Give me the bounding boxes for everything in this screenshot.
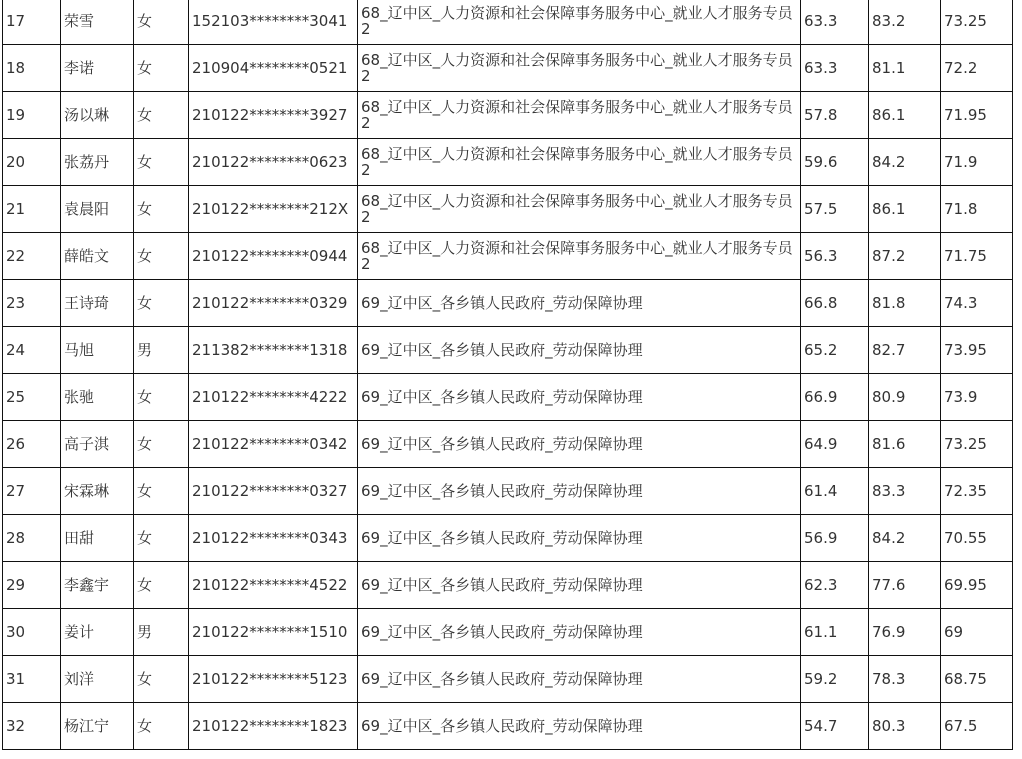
written-score-cell: 61.4	[801, 468, 869, 515]
position-cell: 68_辽中区_人力资源和社会保障事务服务中心_就业人才服务专员2	[358, 233, 801, 280]
interview-score-cell: 84.2	[869, 515, 941, 562]
gender-cell: 女	[134, 233, 189, 280]
id-number-cell: 210122********0623	[189, 139, 358, 186]
name-cell: 姜计	[61, 609, 134, 656]
interview-score-cell: 81.1	[869, 45, 941, 92]
total-score-cell: 71.8	[941, 186, 1013, 233]
total-score-cell: 72.35	[941, 468, 1013, 515]
total-score-cell: 73.25	[941, 0, 1013, 45]
written-score-cell: 62.3	[801, 562, 869, 609]
total-score-cell: 69	[941, 609, 1013, 656]
table-row	[3, 327, 1013, 374]
id-number-cell: 210122********0944	[189, 233, 358, 280]
name-cell: 汤以琳	[61, 92, 134, 139]
table-row	[3, 186, 1013, 233]
results-table	[2, 0, 1013, 750]
id-number-cell: 210122********5123	[189, 656, 358, 703]
interview-score-cell: 81.8	[869, 280, 941, 327]
row-number-cell: 23	[3, 280, 61, 327]
total-score-cell: 70.55	[941, 515, 1013, 562]
position-cell: 69_辽中区_各乡镇人民政府_劳动保障协理	[358, 327, 801, 374]
written-score-cell: 56.3	[801, 233, 869, 280]
position-cell: 69_辽中区_各乡镇人民政府_劳动保障协理	[358, 280, 801, 327]
table-row	[3, 562, 1013, 609]
table-row	[3, 45, 1013, 92]
table-row	[3, 656, 1013, 703]
written-score-cell: 57.5	[801, 186, 869, 233]
position-cell: 68_辽中区_人力资源和社会保障事务服务中心_就业人才服务专员2	[358, 0, 801, 45]
interview-score-cell: 84.2	[869, 139, 941, 186]
id-number-cell: 210122********0329	[189, 280, 358, 327]
name-cell: 田甜	[61, 515, 134, 562]
row-number-cell: 30	[3, 609, 61, 656]
gender-cell: 女	[134, 45, 189, 92]
name-cell: 李鑫宇	[61, 562, 134, 609]
table-row	[3, 233, 1013, 280]
table-row	[3, 421, 1013, 468]
position-cell: 69_辽中区_各乡镇人民政府_劳动保障协理	[358, 656, 801, 703]
table-row	[3, 280, 1013, 327]
row-number-cell: 24	[3, 327, 61, 374]
name-cell: 张驰	[61, 374, 134, 421]
total-score-cell: 67.5	[941, 703, 1013, 750]
interview-score-cell: 77.6	[869, 562, 941, 609]
id-number-cell: 210122********4222	[189, 374, 358, 421]
gender-cell: 女	[134, 515, 189, 562]
written-score-cell: 59.6	[801, 139, 869, 186]
interview-score-cell: 86.1	[869, 186, 941, 233]
name-cell: 杨江宁	[61, 703, 134, 750]
written-score-cell: 65.2	[801, 327, 869, 374]
row-number-cell: 31	[3, 656, 61, 703]
gender-cell: 女	[134, 421, 189, 468]
gender-cell: 女	[134, 703, 189, 750]
row-number-cell: 32	[3, 703, 61, 750]
gender-cell: 女	[134, 374, 189, 421]
written-score-cell: 56.9	[801, 515, 869, 562]
row-number-cell: 21	[3, 186, 61, 233]
written-score-cell: 66.8	[801, 280, 869, 327]
row-number-cell: 18	[3, 45, 61, 92]
row-number-cell: 19	[3, 92, 61, 139]
interview-score-cell: 80.9	[869, 374, 941, 421]
id-number-cell: 152103********3041	[189, 0, 358, 45]
gender-cell: 男	[134, 327, 189, 374]
gender-cell: 女	[134, 280, 189, 327]
total-score-cell: 73.25	[941, 421, 1013, 468]
gender-cell: 女	[134, 186, 189, 233]
id-number-cell: 210122********3927	[189, 92, 358, 139]
interview-score-cell: 78.3	[869, 656, 941, 703]
id-number-cell: 210122********4522	[189, 562, 358, 609]
position-cell: 68_辽中区_人力资源和社会保障事务服务中心_就业人才服务专员2	[358, 92, 801, 139]
position-cell: 69_辽中区_各乡镇人民政府_劳动保障协理	[358, 468, 801, 515]
gender-cell: 女	[134, 468, 189, 515]
name-cell: 高子淇	[61, 421, 134, 468]
total-score-cell: 69.95	[941, 562, 1013, 609]
name-cell: 王诗琦	[61, 280, 134, 327]
total-score-cell: 74.3	[941, 280, 1013, 327]
gender-cell: 女	[134, 92, 189, 139]
table-row	[3, 0, 1013, 45]
position-cell: 69_辽中区_各乡镇人民政府_劳动保障协理	[358, 421, 801, 468]
position-cell: 69_辽中区_各乡镇人民政府_劳动保障协理	[358, 562, 801, 609]
table-row	[3, 374, 1013, 421]
id-number-cell: 210122********0342	[189, 421, 358, 468]
position-cell: 68_辽中区_人力资源和社会保障事务服务中心_就业人才服务专员2	[358, 139, 801, 186]
row-number-cell: 26	[3, 421, 61, 468]
total-score-cell: 73.9	[941, 374, 1013, 421]
written-score-cell: 57.8	[801, 92, 869, 139]
gender-cell: 女	[134, 139, 189, 186]
table-row	[3, 703, 1013, 750]
name-cell: 袁晨阳	[61, 186, 134, 233]
table-row	[3, 92, 1013, 139]
id-number-cell: 210122********1510	[189, 609, 358, 656]
row-number-cell: 20	[3, 139, 61, 186]
gender-cell: 女	[134, 0, 189, 45]
interview-score-cell: 86.1	[869, 92, 941, 139]
position-cell: 69_辽中区_各乡镇人民政府_劳动保障协理	[358, 703, 801, 750]
table-row	[3, 139, 1013, 186]
name-cell: 马旭	[61, 327, 134, 374]
name-cell: 刘洋	[61, 656, 134, 703]
row-number-cell: 17	[3, 0, 61, 45]
table-body	[3, 0, 1013, 750]
interview-score-cell: 82.7	[869, 327, 941, 374]
table-row	[3, 468, 1013, 515]
written-score-cell: 64.9	[801, 421, 869, 468]
row-number-cell: 25	[3, 374, 61, 421]
row-number-cell: 28	[3, 515, 61, 562]
written-score-cell: 63.3	[801, 0, 869, 45]
total-score-cell: 73.95	[941, 327, 1013, 374]
row-number-cell: 29	[3, 562, 61, 609]
name-cell: 薛皓文	[61, 233, 134, 280]
total-score-cell: 71.75	[941, 233, 1013, 280]
id-number-cell: 210122********212X	[189, 186, 358, 233]
position-cell: 69_辽中区_各乡镇人民政府_劳动保障协理	[358, 515, 801, 562]
gender-cell: 女	[134, 656, 189, 703]
row-number-cell: 22	[3, 233, 61, 280]
interview-score-cell: 80.3	[869, 703, 941, 750]
name-cell: 李诺	[61, 45, 134, 92]
table-row	[3, 515, 1013, 562]
written-score-cell: 61.1	[801, 609, 869, 656]
interview-score-cell: 83.3	[869, 468, 941, 515]
total-score-cell: 71.9	[941, 139, 1013, 186]
total-score-cell: 72.2	[941, 45, 1013, 92]
gender-cell: 女	[134, 562, 189, 609]
position-cell: 68_辽中区_人力资源和社会保障事务服务中心_就业人才服务专员2	[358, 45, 801, 92]
interview-score-cell: 76.9	[869, 609, 941, 656]
name-cell: 张荔丹	[61, 139, 134, 186]
id-number-cell: 210122********0327	[189, 468, 358, 515]
total-score-cell: 71.95	[941, 92, 1013, 139]
row-number-cell: 27	[3, 468, 61, 515]
gender-cell: 男	[134, 609, 189, 656]
id-number-cell: 210904********0521	[189, 45, 358, 92]
position-cell: 69_辽中区_各乡镇人民政府_劳动保障协理	[358, 374, 801, 421]
name-cell: 荣雪	[61, 0, 134, 45]
written-score-cell: 66.9	[801, 374, 869, 421]
id-number-cell: 210122********0343	[189, 515, 358, 562]
interview-score-cell: 81.6	[869, 421, 941, 468]
interview-score-cell: 87.2	[869, 233, 941, 280]
id-number-cell: 210122********1823	[189, 703, 358, 750]
name-cell: 宋霖琳	[61, 468, 134, 515]
table-row	[3, 609, 1013, 656]
position-cell: 68_辽中区_人力资源和社会保障事务服务中心_就业人才服务专员2	[358, 186, 801, 233]
written-score-cell: 59.2	[801, 656, 869, 703]
written-score-cell: 54.7	[801, 703, 869, 750]
total-score-cell: 68.75	[941, 656, 1013, 703]
id-number-cell: 211382********1318	[189, 327, 358, 374]
interview-score-cell: 83.2	[869, 0, 941, 45]
position-cell: 69_辽中区_各乡镇人民政府_劳动保障协理	[358, 609, 801, 656]
written-score-cell: 63.3	[801, 45, 869, 92]
